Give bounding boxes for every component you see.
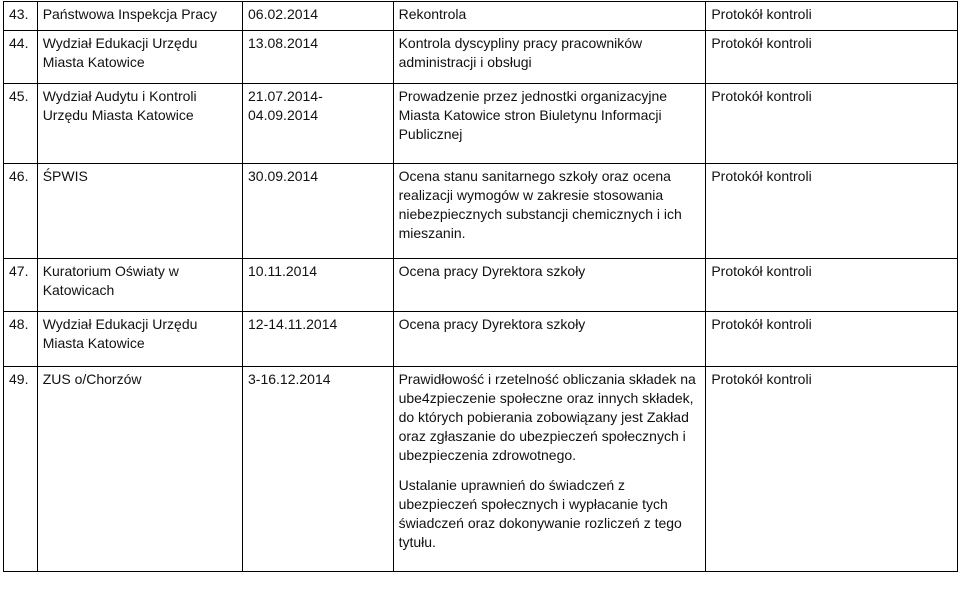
- inspecting-body: [37, 259, 242, 312]
- row-number-text: 47.: [9, 263, 29, 279]
- inspection-subject-text: Kontrola dyscypliny pracy pracowników administracji i obsługi: [398, 35, 643, 70]
- inspecting-body: [37, 31, 242, 84]
- row-number-text: 43.: [9, 6, 29, 22]
- inspecting-body: [37, 164, 242, 259]
- inspection-date: [243, 2, 394, 31]
- inspection-subject: [393, 2, 706, 31]
- row-number: [4, 312, 38, 367]
- inspecting-body: [37, 312, 242, 367]
- inspection-date-text: 12-14.11.2014: [248, 316, 338, 332]
- inspecting-body: [37, 2, 242, 31]
- table-row: [4, 367, 958, 572]
- inspecting-body-text: Państwowa Inspekcja Pracy: [42, 6, 217, 22]
- inspecting-body-text: Wydział Edukacji Urzędu Miasta Katowice: [42, 35, 198, 70]
- row-number-text: 44.: [9, 35, 29, 51]
- inspection-subject-text: Rekontrola: [398, 6, 467, 22]
- inspecting-body-text: Kuratorium Oświaty w Katowicach: [42, 263, 179, 298]
- inspection-subject-second-paragraph: Ustalanie uprawnień do świadczeń z ubezpieczeń społecznych i wypłacanie tych świadczeń oraz dokonywanie rozliczeń z tego tytułu.: [398, 477, 682, 550]
- inspections-table: [3, 1, 958, 572]
- inspection-subject: [393, 164, 706, 259]
- table-row: [4, 312, 958, 367]
- inspection-date: [243, 312, 394, 367]
- inspection-date-text: 3-16.12.2014: [248, 371, 331, 387]
- inspection-subject-text: Ocena stanu sanitarnego szkoły oraz ocena realizacji wymogów w zakresie stosowania niebezpiecznych substancji chemicznych i ich mieszanin.: [398, 168, 682, 241]
- row-number-text: 49.: [9, 371, 29, 387]
- row-number-text: 46.: [9, 168, 29, 184]
- inspection-subject: [393, 367, 706, 572]
- inspection-result-text: Protokół kontroli: [711, 316, 812, 332]
- table-row: [4, 2, 958, 31]
- inspecting-body-text: Wydział Edukacji Urzędu Miasta Katowice: [42, 316, 198, 351]
- inspection-subject-text: Prawidłowość i rzetelność obliczania składek na ube4zpieczenie społeczne oraz innych składek, do których pobierania zobowiązany jest Zakład oraz zgłaszanie do ubezpieczeń społecznych i ubezpieczenia zdrowotnego.: [398, 371, 696, 463]
- inspection-result-text: Protokół kontroli: [711, 263, 812, 279]
- inspection-result-text: Protokół kontroli: [711, 371, 812, 387]
- inspection-subject-text: Ocena pracy Dyrektora szkoły: [398, 316, 586, 332]
- row-number: [4, 367, 38, 572]
- inspection-date-text: 30.09.2014: [248, 168, 319, 184]
- inspection-result-text: Protokół kontroli: [711, 35, 812, 51]
- table-row: [4, 31, 958, 84]
- inspection-date: [243, 31, 394, 84]
- row-number: [4, 2, 38, 31]
- inspection-result: [706, 259, 958, 312]
- inspection-subject: [393, 84, 706, 164]
- inspection-subject: [393, 312, 706, 367]
- row-number: [4, 164, 38, 259]
- inspection-result: [706, 84, 958, 164]
- inspecting-body: [37, 367, 242, 572]
- inspection-date-text: 13.08.2014: [248, 35, 319, 51]
- row-number-text: 48.: [9, 316, 29, 332]
- inspection-result: [706, 367, 958, 572]
- inspection-subject: [393, 259, 706, 312]
- inspection-date: [243, 259, 394, 312]
- row-number-text: 45.: [9, 88, 29, 104]
- inspection-result-text: Protokół kontroli: [711, 6, 812, 22]
- row-number: [4, 31, 38, 84]
- table-row: [4, 164, 958, 259]
- inspection-date-text: 10.11.2014: [248, 263, 318, 279]
- inspection-date-text: 21.07.2014- 04.09.2014: [248, 88, 323, 123]
- row-number: [4, 259, 38, 312]
- inspection-result: [706, 164, 958, 259]
- inspection-date: [243, 164, 394, 259]
- inspection-result-text: Protokół kontroli: [711, 168, 812, 184]
- table-row: [4, 259, 958, 312]
- inspection-date: [243, 84, 394, 164]
- inspecting-body: [37, 84, 242, 164]
- inspection-result-text: Protokół kontroli: [711, 88, 812, 104]
- inspection-subject-text: Ocena pracy Dyrektora szkoły: [398, 263, 586, 279]
- inspection-result: [706, 312, 958, 367]
- inspection-result: [706, 2, 958, 31]
- inspection-date: [243, 367, 394, 572]
- inspection-subject-text: Prowadzenie przez jednostki organizacyjne Miasta Katowice stron Biuletynu Informacji Publicznej: [398, 88, 668, 142]
- inspecting-body-text: ŚPWIS: [42, 168, 88, 184]
- inspection-date-text: 06.02.2014: [248, 6, 319, 22]
- inspecting-body-text: ZUS o/Chorzów: [42, 371, 142, 387]
- inspection-result: [706, 31, 958, 84]
- table-row: [4, 84, 958, 164]
- inspecting-body-text: Wydział Audytu i Kontroli Urzędu Miasta Katowice: [42, 88, 197, 123]
- inspection-subject: [393, 31, 706, 84]
- row-number: [4, 84, 38, 164]
